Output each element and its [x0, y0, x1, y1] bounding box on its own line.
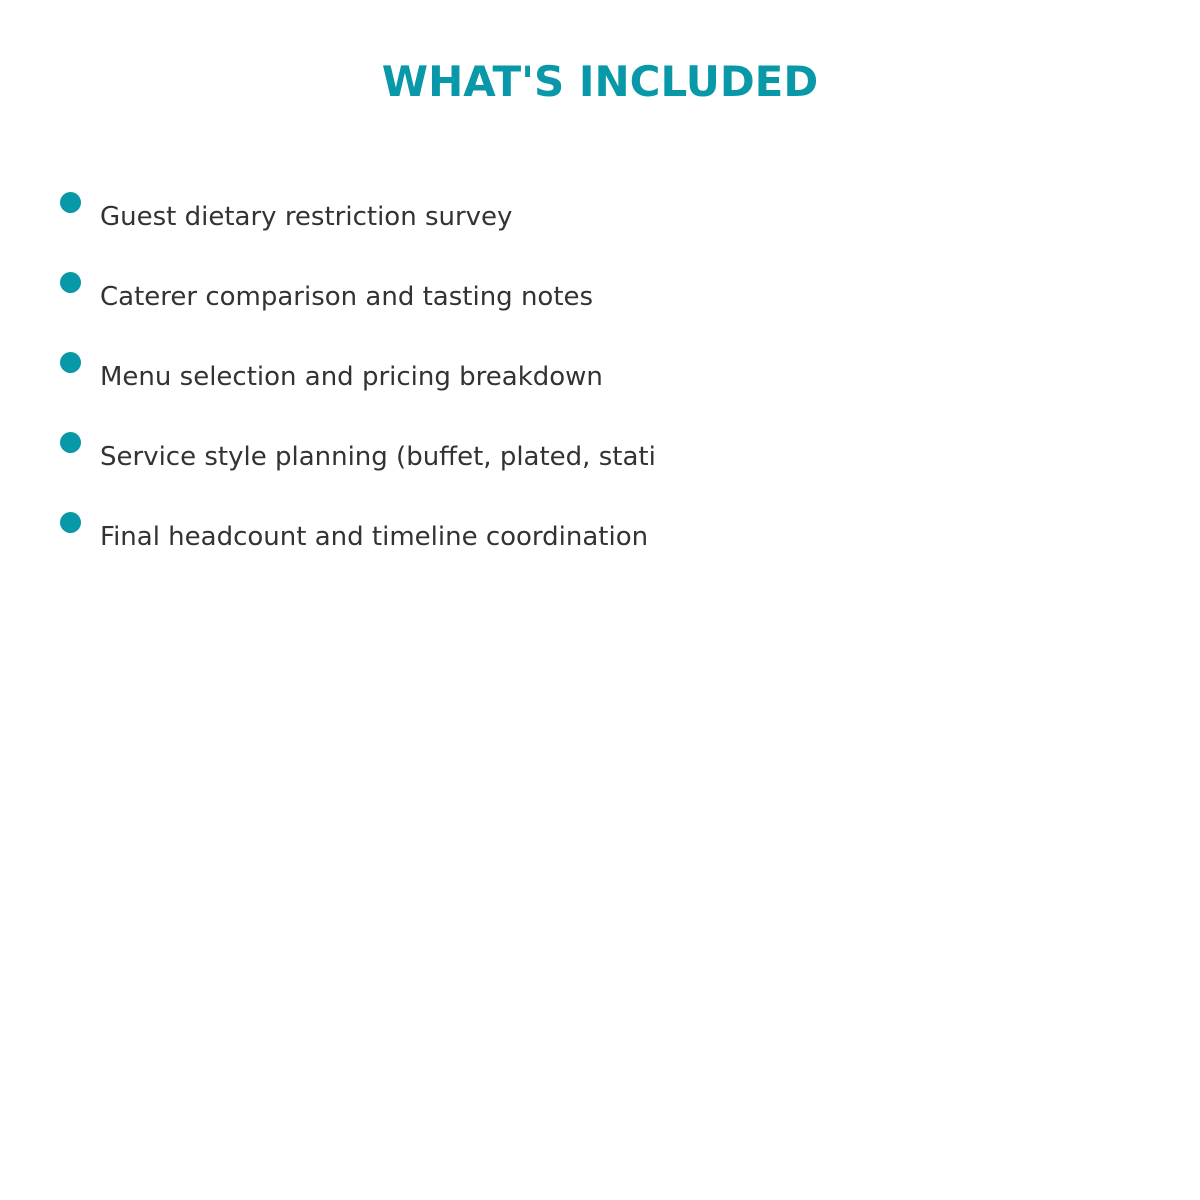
list-item [0, 190, 1200, 250]
list-item [0, 510, 1200, 570]
list-item-label: Caterer comparison and tasting notes [100, 282, 594, 312]
bullet-dot-icon [60, 512, 81, 533]
bullet-dot-icon [60, 272, 81, 293]
list-item-label: Service style planning (buffet, plated, stati [100, 442, 656, 472]
list-item-label: Final headcount and timeline coordination [100, 522, 649, 552]
bullet-dot-icon [60, 432, 81, 453]
list-item-label: Guest dietary restriction survey [100, 202, 513, 232]
list-item-label: Menu selection and pricing breakdown [100, 362, 603, 392]
bullet-dot-icon [60, 352, 81, 373]
list-item [0, 350, 1200, 410]
list-item [0, 430, 1200, 490]
list-item [0, 270, 1200, 330]
page-title: WHAT'S INCLUDED [381, 57, 819, 106]
bullet-dot-icon [60, 192, 81, 213]
